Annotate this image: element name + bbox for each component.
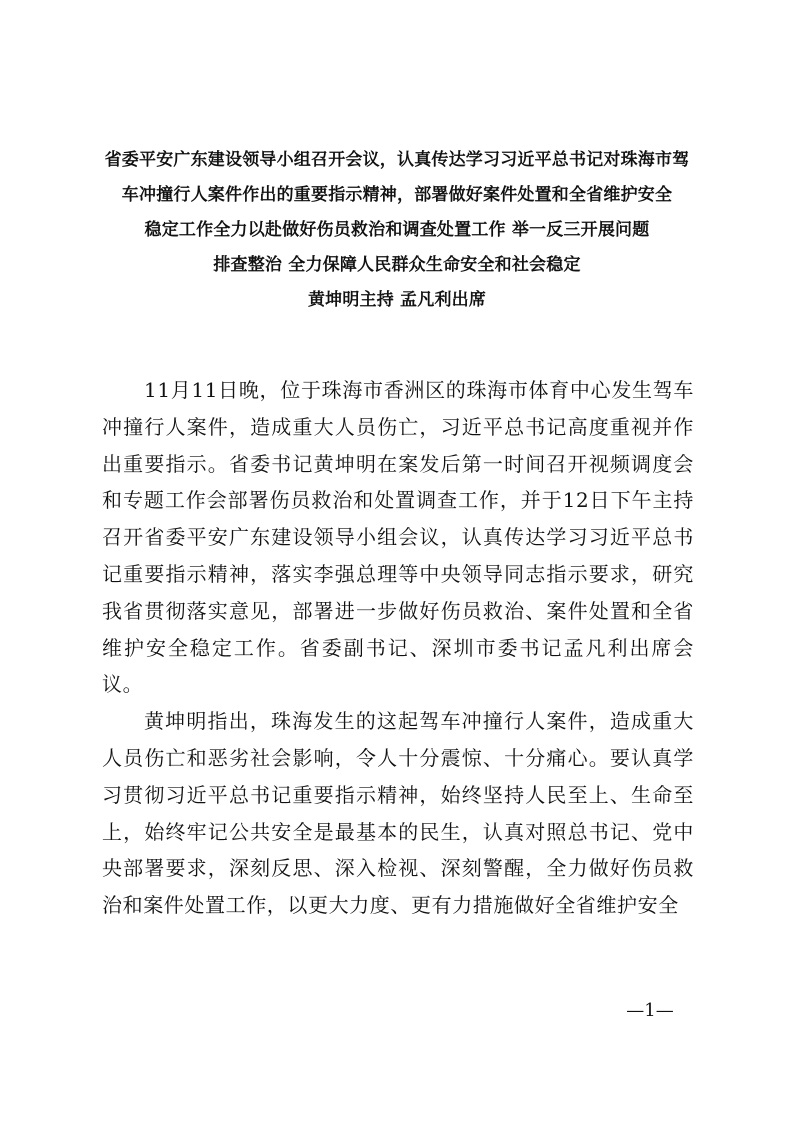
document-body — [102, 372, 694, 924]
title-line: 稳定工作全力以赴做好伤员救治和调查处置工作 举一反三开展问题 — [144, 220, 650, 240]
title-line: 省委平安广东建设领导小组召开会议，认真传达学习习近平总书记对珠海市驾 — [104, 150, 690, 170]
title-line: 车冲撞行人案件作出的重要指示精神，部署做好案件处置和全省维护安全 — [121, 185, 673, 205]
body-paragraph: 黄坤明指出，珠海发生的这起驾车冲撞行人案件，造成重大人员伤亡和恶劣社会影响，令人十分震惊、十分痛心。要认真学习贯彻习近平总书记重要指示精神，始终坚持人民至上、生命至上，始终牢记公共安全是最基本的民生，认真对照总书记、党中央部署要求，深刻反思、深入检视、深刻警醒，全力做好伤员救治和案件处置工作，以更大力度、更有力措施做好全省维护安全 — [102, 709, 694, 918]
title-line: 黄坤明主持 孟凡利出席 — [307, 290, 487, 310]
document-title — [96, 143, 698, 318]
title-line: 排查整治 全力保障人民群众生命安全和社会稳定 — [213, 255, 581, 275]
body-paragraph: 11月11日晚，位于珠海市香洲区的珠海市体育中心发生驾车冲撞行人案件，造成重大人员伤亡，习近平总书记高度重视并作出重要指示。省委书记黄坤明在案发后第一时间召开视频调度会和专题工作会部署伤员救治和处置调查工作，并于12日下午主持召开省委平安广东建设领导小组会议，认真传达学习习近平总书记重要指示精神，落实李强总理等中央领导同志指示要求，研究我省贯彻落实意见，部署进一步做好伤员救治、案件处置和全省维护安全稳定工作。省委副书记、深圳市委书记孟凡利出席会议。 — [102, 378, 694, 697]
page-number: —1— — [626, 1000, 674, 1021]
